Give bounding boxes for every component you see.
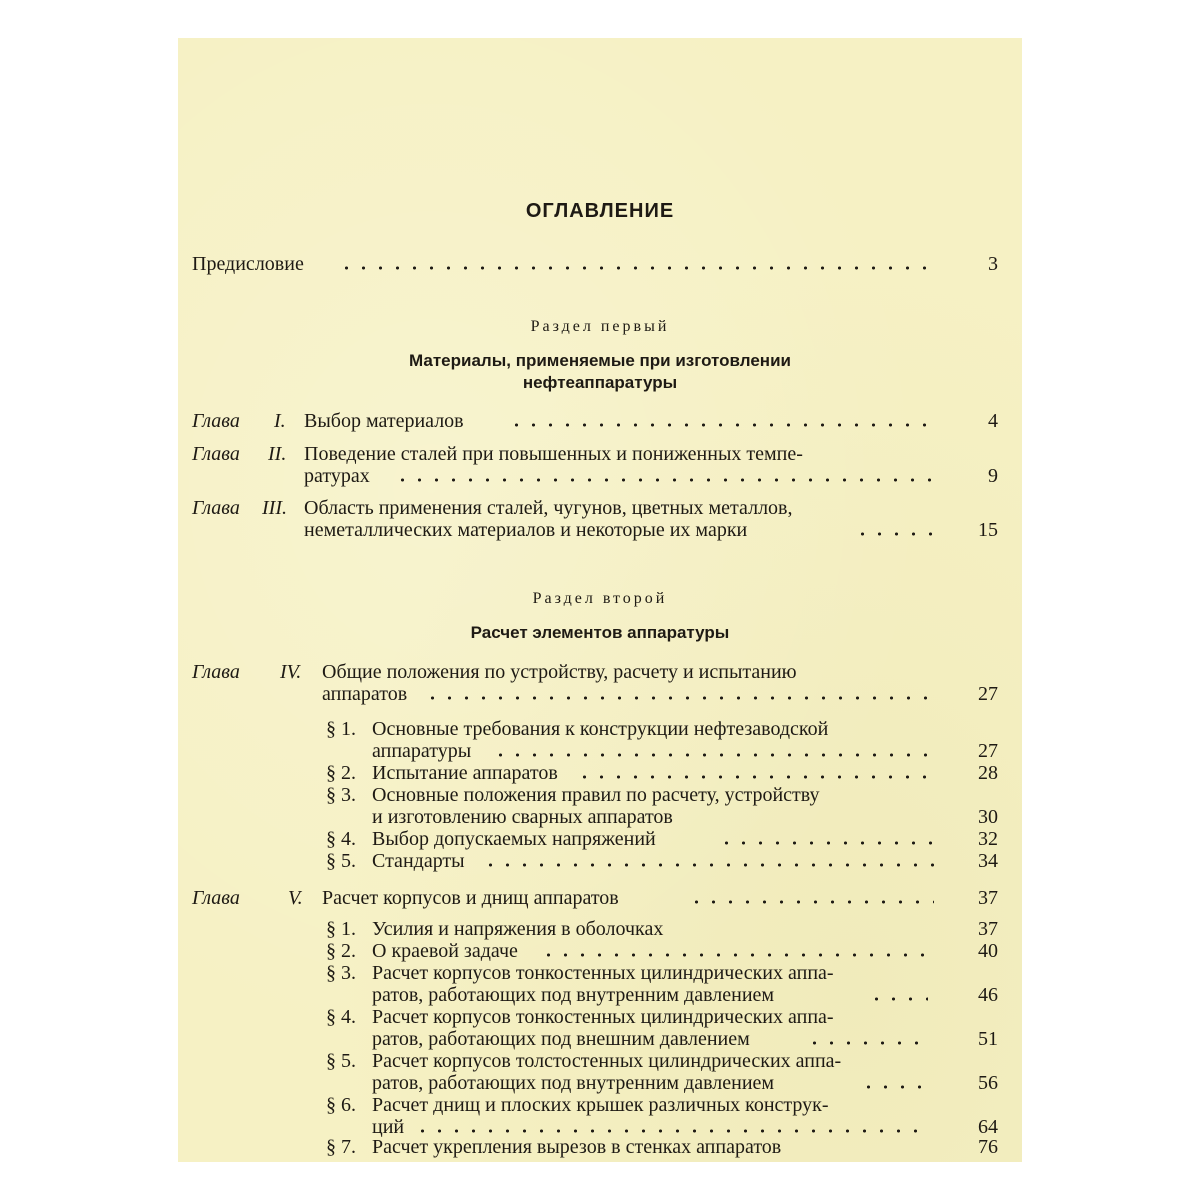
dot-leader xyxy=(508,423,933,427)
paragraph-page: 30 xyxy=(978,806,998,828)
chapter-word: Глава xyxy=(192,443,240,465)
dot-leader xyxy=(482,863,934,867)
chapter-title: аппаратов xyxy=(322,683,408,705)
chapter-title: Область применения сталей, чугунов, цветных металлов, xyxy=(304,497,793,519)
chapter-number: IV. xyxy=(280,661,302,683)
dot-leader xyxy=(688,900,934,904)
chapter-word: Глава xyxy=(192,661,240,683)
paragraph-number: § 1. xyxy=(326,918,356,940)
paragraph-title: Расчет укрепления вырезов в стенках аппаратов xyxy=(372,1136,782,1158)
paragraph-number: § 2. xyxy=(326,762,356,784)
dot-leader xyxy=(424,696,934,700)
dot-leader xyxy=(868,997,928,1001)
section-heading: Материалы, применяемые при изготовлении xyxy=(409,351,791,370)
preface-page: 3 xyxy=(988,253,998,275)
paragraph-title: и изготовлению сварных аппаратов xyxy=(372,806,673,828)
paragraph-title: ратов, работающих под внутренним давлением xyxy=(372,1072,775,1094)
paragraph-page: 28 xyxy=(978,762,998,784)
paragraph-title: Расчет корпусов толстостенных цилиндрических аппа- xyxy=(372,1050,842,1072)
paragraph-title: Расчет корпусов тонкостенных цилиндрических аппа- xyxy=(372,962,834,984)
dot-leader xyxy=(718,841,934,845)
paragraph-title: ратов, работающих под внутренним давлением xyxy=(372,984,775,1006)
paragraph-page: 32 xyxy=(978,828,998,850)
paragraph-number: § 2. xyxy=(326,940,356,962)
paragraph-title: ратов, работающих под внешним давлением xyxy=(372,1028,750,1050)
chapter-title: Поведение сталей при повышенных и пониженных темпе- xyxy=(304,443,803,465)
chapter-title: Общие положения по устройству, расчету и испытанию xyxy=(322,661,797,683)
paragraph-title: Испытание аппаратов xyxy=(372,762,558,784)
toc-title: ОГЛАВЛЕНИЕ xyxy=(525,200,675,222)
section-label: Раздел первый xyxy=(530,318,670,335)
chapter-page: 4 xyxy=(988,410,998,432)
paragraph-page: 34 xyxy=(978,850,998,872)
dot-leader xyxy=(414,1129,928,1133)
dot-leader xyxy=(394,478,934,482)
chapter-page: 37 xyxy=(978,887,998,909)
dot-leader xyxy=(806,1041,928,1045)
paragraph-title: Стандарты xyxy=(372,850,465,872)
paragraph-title: Основные требования к конструкции нефтезаводской xyxy=(372,718,829,740)
paragraph-page: 46 xyxy=(978,984,998,1006)
chapter-title: Выбор материалов xyxy=(304,410,464,432)
paragraph-number: § 1. xyxy=(326,718,356,740)
paragraph-number: § 5. xyxy=(326,1050,356,1072)
paragraph-page: 76 xyxy=(978,1136,998,1158)
chapter-word: Глава xyxy=(192,887,240,909)
page-sheet xyxy=(178,38,1022,1162)
paragraph-number: § 6. xyxy=(326,1094,356,1116)
chapter-title: Расчет корпусов и днищ аппаратов xyxy=(322,887,619,909)
dot-leader xyxy=(492,753,934,757)
section-label: Раздел второй xyxy=(532,590,668,607)
paragraph-page: 56 xyxy=(978,1072,998,1094)
paragraph-page: 37 xyxy=(978,918,998,940)
paragraph-number: § 4. xyxy=(326,828,356,850)
paragraph-number: § 7. xyxy=(326,1136,356,1158)
chapter-page: 27 xyxy=(978,683,998,705)
paragraph-title: аппаратуры xyxy=(372,740,472,762)
chapter-number: V. xyxy=(288,887,303,909)
paragraph-page: 51 xyxy=(978,1028,998,1050)
dot-leader xyxy=(338,266,928,270)
chapter-word: Глава xyxy=(192,410,240,432)
chapter-title: неметаллических материалов и некоторые их марки xyxy=(304,519,748,541)
section-heading: нефтеаппаратуры xyxy=(522,373,678,392)
chapter-page: 15 xyxy=(978,519,998,541)
dot-leader xyxy=(860,1085,928,1089)
preface-label: Предисловие xyxy=(192,253,304,275)
chapter-number: II. xyxy=(268,443,287,465)
chapter-word: Глава xyxy=(192,497,240,519)
paragraph-page: 64 xyxy=(978,1116,998,1138)
paragraph-title: Выбор допускаемых напряжений xyxy=(372,828,656,850)
paragraph-title: ций xyxy=(372,1116,405,1138)
paragraph-title: Основные положения правил по расчету, устройству xyxy=(372,784,820,806)
chapter-title: ратурах xyxy=(304,465,370,487)
paragraph-page: 40 xyxy=(978,940,998,962)
paragraph-page: 27 xyxy=(978,740,998,762)
paragraph-title: Расчет днищ и плоских крышек различных конструк- xyxy=(372,1094,829,1116)
paragraph-number: § 3. xyxy=(326,784,356,806)
paragraph-title: О краевой задаче xyxy=(372,940,518,962)
dot-leader xyxy=(854,532,934,536)
paragraph-number: § 4. xyxy=(326,1006,356,1028)
chapter-number: I. xyxy=(274,410,286,432)
chapter-number: III. xyxy=(262,497,287,519)
paragraph-title: Расчет корпусов тонкостенных цилиндрических аппа- xyxy=(372,1006,834,1028)
paragraph-number: § 3. xyxy=(326,962,356,984)
section-heading: Расчет элементов аппаратуры xyxy=(470,623,730,642)
chapter-page: 9 xyxy=(988,465,998,487)
paragraph-number: § 5. xyxy=(326,850,356,872)
paragraph-title: Усилия и напряжения в оболочках xyxy=(372,918,664,940)
dot-leader xyxy=(576,775,934,779)
dot-leader xyxy=(540,953,934,957)
